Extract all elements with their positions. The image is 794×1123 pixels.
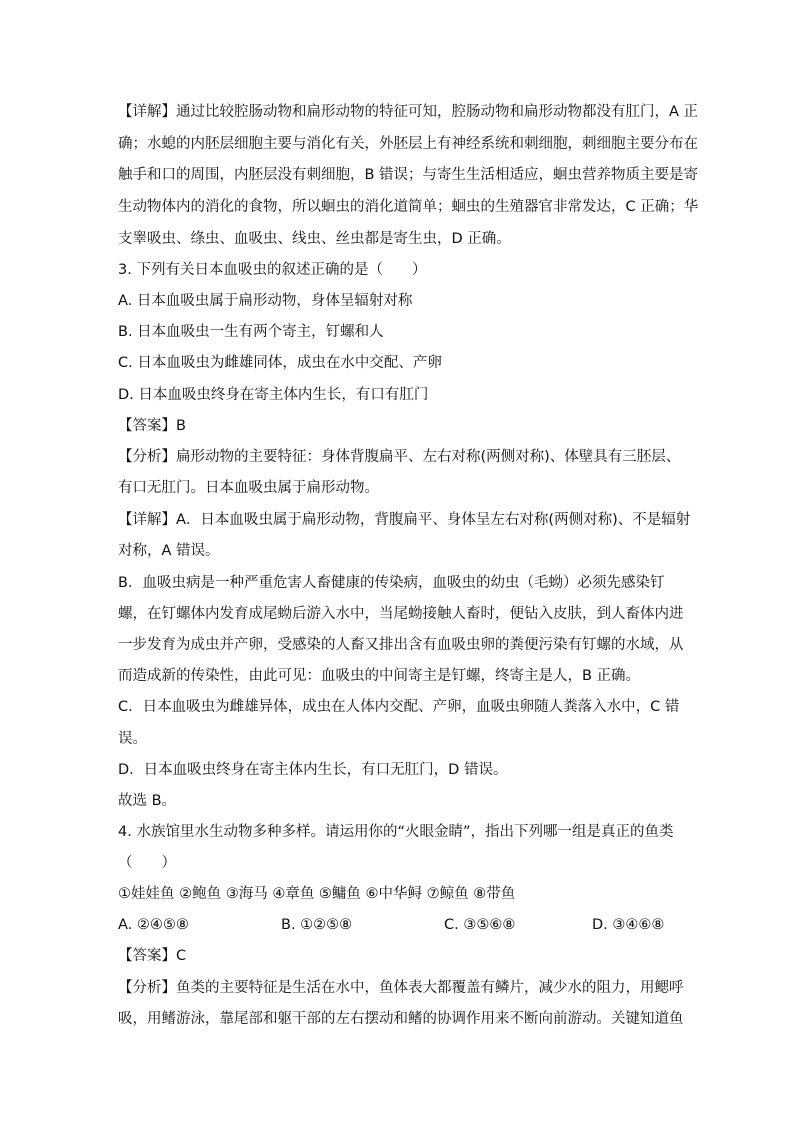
detail-line: 对称，A 错误。 xyxy=(118,543,220,559)
detail-line: 一步发育为成虫并产卵，受感染的人畜又排出含有血吸虫卵的粪便污染有钉螺的水域，从 xyxy=(118,637,684,653)
detail-line: B．血吸虫病是一种严重危害人畜健康的传染病，血吸虫的幼虫（毛蚴）必须先感染钉 xyxy=(118,575,665,591)
option-d: D. ③④⑥⑧ xyxy=(592,917,665,933)
question-4-stem: 4. 水族馆里水生动物多种多样。请运用你的“火眼金睛”，指出下列哪一组是真正的鱼类 xyxy=(118,824,674,840)
option-b: B. ①②⑤⑧ xyxy=(281,917,353,933)
question-3-option-a: A. 日本血吸虫属于扁形动物，身体呈辐射对称 xyxy=(118,293,413,309)
detail-line: 而造成新的传染性，由此可见：血吸虫的中间寄主是钉螺，终寄主是人，B 正确。 xyxy=(118,668,641,684)
option-c: C. ③⑤⑥⑧ xyxy=(444,917,516,933)
text-line: 生动物体内的消化的食物，所以蛔虫的消化道简单；蛔虫的生殖器官非常发达，C 正确；华 xyxy=(118,199,699,215)
detail-line: 误。 xyxy=(118,731,147,747)
answer-label: 【答案】C xyxy=(118,948,187,964)
answer-label: 【答案】B xyxy=(118,418,186,434)
text-line: 确；水螅的内胚层细胞主要与消化有关，外胚层上有神经系统和刺细胞，刺细胞主要分布在 xyxy=(118,136,698,152)
analysis-line: 【分析】鱼类的主要特征是生活在水中，鱼体表大都覆盖有鳞片，减少水的阻力，用鳃呼 xyxy=(118,980,684,996)
question-4-bracket: （ ） xyxy=(118,855,176,871)
detail-line: C．日本血吸虫为雌雄异体，成虫在人体内交配、产卵，血吸虫卵随人粪落入水中，C 错 xyxy=(118,699,680,715)
conclusion-line: 故选 B。 xyxy=(118,793,177,809)
question-3-option-d: D. 日本血吸虫终身在寄主体内生长，有口有肛门 xyxy=(118,387,429,403)
text-line: 支睾吸虫、绦虫、血吸虫、线虫、丝虫都是寄生虫，D 正确。 xyxy=(118,231,511,247)
option-a: A. ②④⑤⑧ xyxy=(118,917,189,933)
detail-line: 【详解】A．日本血吸虫属于扁形动物，背腹扁平、身体呈左右对称(两侧对称)、不是辐射 xyxy=(118,512,691,528)
analysis-line: 有口无肛门。日本血吸虫属于扁形动物。 xyxy=(118,480,379,496)
question-3-option-b: B. 日本血吸虫一生有两个寄主，钉螺和人 xyxy=(118,324,384,340)
text-line: 触手和口的周围，内胚层没有刺细胞，B 错误；与寄生生活相适应，蛔虫营养物质主要是寄 xyxy=(118,167,699,183)
question-4-items: ①娃娃鱼 ②鲍鱼 ③海马 ④章鱼 ⑤鳙鱼 ⑥中华鲟 ⑦鲸鱼 ⑧带鱼 xyxy=(118,886,516,902)
detail-line: D．日本血吸虫终身在寄主体内生长，有口无肛门，D 错误。 xyxy=(118,762,508,778)
question-3-stem: 3. 下列有关日本血吸虫的叙述正确的是（ ） xyxy=(118,262,427,278)
analysis-line: 吸，用鳍游泳，靠尾部和躯干部的左右摆动和鳍的协调作用来不断向前游动。关键知道鱼 xyxy=(118,1011,684,1027)
analysis-line: 【分析】扁形动物的主要特征：身体背腹扁平、左右对称(两侧对称)、体壁具有三胚层、 xyxy=(118,449,681,465)
question-3-option-c: C. 日本血吸虫为雌雄同体，成虫在水中交配、产卵 xyxy=(118,355,442,371)
text-line: 【详解】通过比较腔肠动物和扁形动物的特征可知，腔肠动物和扁形动物都没有肛门，A 正 xyxy=(118,104,699,120)
detail-line: 螺，在钉螺体内发育成尾蚴后游入水中，当尾蚴接触人畜时，便钻入皮肤，到人畜体内进 xyxy=(118,606,684,622)
